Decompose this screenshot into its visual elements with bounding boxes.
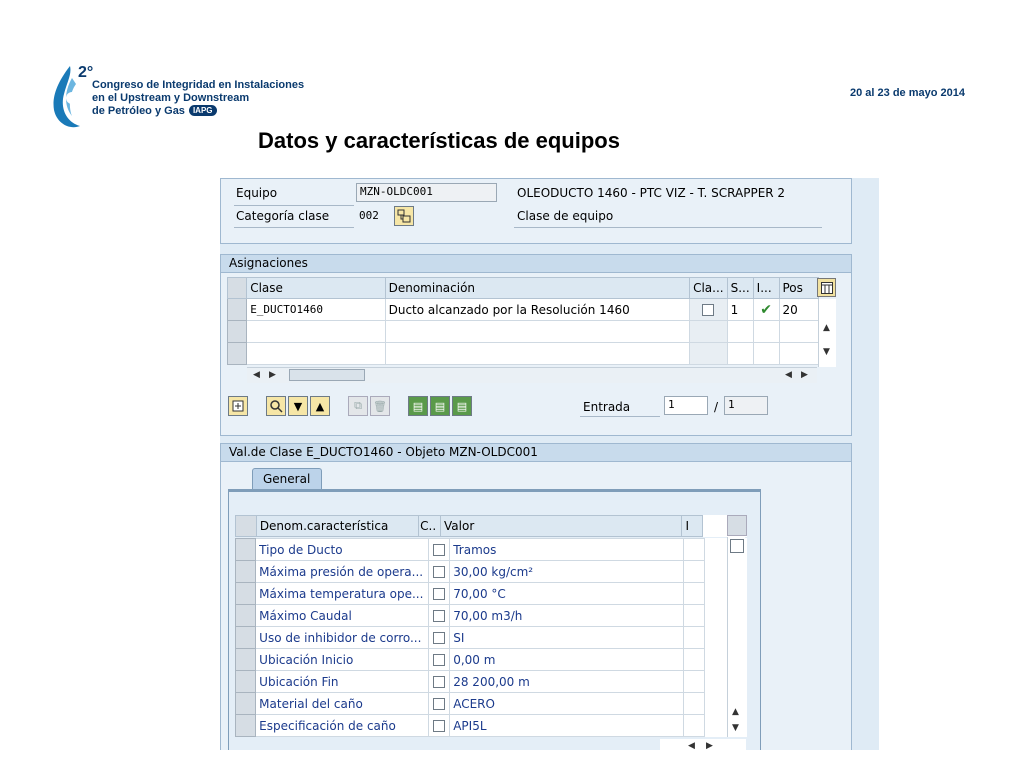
checkbox[interactable] bbox=[433, 698, 445, 710]
col-s[interactable]: S... bbox=[727, 278, 753, 299]
table-row[interactable] bbox=[236, 605, 747, 627]
trash-icon: 🗑 bbox=[373, 399, 387, 413]
characteristic-name: Ubicación Fin bbox=[256, 671, 429, 693]
checkbox[interactable] bbox=[433, 654, 445, 666]
hierarchy-icon bbox=[397, 209, 411, 223]
cell-denominacion: Ducto alcanzado por la Resolución 1460 bbox=[385, 299, 690, 321]
categoria-label: Categoría clase bbox=[236, 209, 330, 223]
delete-button[interactable] bbox=[370, 396, 390, 416]
row-selector[interactable] bbox=[236, 671, 256, 693]
entrada-field[interactable]: 1 bbox=[664, 396, 708, 415]
equipo-field[interactable]: MZN-OLDC001 bbox=[356, 183, 497, 202]
row-selector[interactable] bbox=[236, 627, 256, 649]
logo-line-2: en el Upstream y Downstream bbox=[92, 92, 250, 104]
characteristic-name: Máxima temperatura ope... bbox=[256, 583, 429, 605]
scroll-thumb[interactable] bbox=[289, 369, 365, 381]
characteristic-value[interactable]: SI bbox=[450, 627, 684, 649]
categoria-value: 002 bbox=[359, 209, 379, 222]
entrada-total: 1 bbox=[724, 396, 768, 415]
detail-button-1[interactable] bbox=[408, 396, 428, 416]
characteristic-name: Uso de inhibidor de corro... bbox=[256, 627, 429, 649]
characteristics-hscroll[interactable] bbox=[660, 739, 746, 750]
checkbox[interactable] bbox=[433, 544, 445, 556]
asignaciones-hscroll[interactable] bbox=[247, 367, 817, 383]
asignaciones-title: Asignaciones bbox=[221, 255, 851, 273]
iapg-badge: IAPG bbox=[189, 105, 217, 116]
search-button[interactable] bbox=[266, 396, 286, 416]
checkbox[interactable] bbox=[702, 304, 714, 316]
characteristic-value[interactable]: 70,00 °C bbox=[450, 583, 684, 605]
characteristics-rows bbox=[235, 538, 747, 737]
col-cla[interactable]: Cla... bbox=[690, 278, 728, 299]
scroll-right-icon[interactable]: ▶ bbox=[801, 370, 808, 380]
cell-pos: 20 bbox=[779, 299, 819, 321]
checkbox[interactable] bbox=[433, 720, 445, 732]
entrada-label: Entrada bbox=[583, 400, 631, 414]
triangle-up-icon: ▲ bbox=[315, 399, 325, 413]
characteristics-vscroll[interactable] bbox=[727, 537, 745, 737]
characteristic-name: Especificación de caño bbox=[256, 715, 429, 737]
col-denom-caracteristica[interactable]: Denom.característica bbox=[256, 516, 418, 537]
table-row[interactable] bbox=[236, 539, 747, 561]
table-row bbox=[228, 343, 819, 365]
col-i[interactable]: I bbox=[682, 516, 703, 537]
row-selector[interactable] bbox=[236, 583, 256, 605]
table-row[interactable] bbox=[228, 299, 819, 321]
entrada-separator: / bbox=[714, 400, 719, 414]
class-hierarchy-button[interactable] bbox=[394, 206, 414, 226]
characteristic-value[interactable]: 30,00 kg/cm² bbox=[450, 561, 684, 583]
equipo-description: OLEODUCTO 1460 - PTC VIZ - T. SCRAPPER 2 bbox=[517, 186, 786, 200]
table-settings-button[interactable] bbox=[817, 278, 836, 297]
col-clase[interactable]: Clase bbox=[247, 278, 385, 299]
scroll-left-icon[interactable]: ◀ bbox=[253, 370, 260, 380]
logo-text bbox=[92, 79, 304, 118]
checkbox[interactable] bbox=[433, 632, 445, 644]
characteristic-name: Tipo de Ducto bbox=[256, 539, 429, 561]
scroll-right-icon[interactable]: ▶ bbox=[706, 741, 713, 750]
logo-line-3: de Petróleo y Gas IAPG bbox=[92, 105, 304, 118]
characteristic-value[interactable]: Tramos bbox=[450, 539, 684, 561]
categoria-description: Clase de equipo bbox=[517, 209, 614, 223]
checkmark-icon: ✔ bbox=[760, 301, 772, 318]
magnifier-icon bbox=[269, 399, 283, 413]
characteristic-name: Ubicación Inicio bbox=[256, 649, 429, 671]
logo-number: 2° bbox=[78, 64, 94, 81]
insert-row-button[interactable] bbox=[228, 396, 248, 416]
event-date: 20 al 23 de mayo 2014 bbox=[850, 87, 965, 99]
col-valor[interactable]: Valor bbox=[441, 516, 682, 537]
col-denominacion[interactable]: Denominación bbox=[385, 278, 690, 299]
row-selector[interactable] bbox=[236, 561, 256, 583]
triangle-down-icon: ▼ bbox=[293, 399, 303, 413]
characteristic-name: Máximo Caudal bbox=[256, 605, 429, 627]
cell-s: 1 bbox=[727, 299, 753, 321]
checkbox[interactable] bbox=[433, 676, 445, 688]
col-c[interactable]: C.. bbox=[419, 516, 441, 537]
table-row bbox=[228, 321, 819, 343]
table-row[interactable] bbox=[236, 561, 747, 583]
table-row[interactable] bbox=[236, 583, 747, 605]
scroll-down-icon[interactable]: ▼ bbox=[823, 347, 830, 357]
row-selector[interactable] bbox=[228, 343, 247, 365]
checkbox[interactable] bbox=[433, 610, 445, 622]
document-icon: ▤ bbox=[434, 399, 446, 413]
characteristics-table bbox=[235, 515, 747, 537]
row-selector[interactable] bbox=[228, 321, 247, 343]
checkbox[interactable] bbox=[730, 539, 744, 553]
document-icon: ▤ bbox=[412, 399, 424, 413]
detail-button-3[interactable] bbox=[452, 396, 472, 416]
row-selector[interactable] bbox=[236, 539, 256, 561]
characteristic-value[interactable]: 0,00 m bbox=[450, 649, 684, 671]
asignaciones-table bbox=[227, 277, 819, 365]
characteristic-value[interactable]: 70,00 m3/h bbox=[450, 605, 684, 627]
valclase-title: Val.de Clase E_DUCTO1460 - Objeto MZN-OLDC001 bbox=[221, 444, 851, 462]
characteristic-name: Máxima presión de opera... bbox=[256, 561, 429, 583]
checkbox[interactable] bbox=[433, 588, 445, 600]
checkbox[interactable] bbox=[433, 566, 445, 578]
column-button[interactable] bbox=[727, 515, 747, 536]
copy-button[interactable] bbox=[348, 396, 368, 416]
move-down-button[interactable] bbox=[288, 396, 308, 416]
sap-screen bbox=[220, 178, 879, 750]
tab-general[interactable]: General bbox=[252, 468, 322, 490]
detail-button-2[interactable] bbox=[430, 396, 450, 416]
row-selector[interactable] bbox=[236, 715, 256, 737]
scroll-up-icon[interactable]: ▲ bbox=[823, 323, 830, 333]
scroll-left-icon[interactable]: ◀ bbox=[785, 370, 792, 380]
insert-icon bbox=[232, 400, 244, 412]
scroll-right-icon[interactable]: ▶ bbox=[269, 370, 276, 380]
table-row[interactable] bbox=[236, 649, 747, 671]
move-up-button[interactable] bbox=[310, 396, 330, 416]
equipo-label: Equipo bbox=[236, 186, 278, 200]
asignaciones-vscroll[interactable] bbox=[818, 299, 836, 367]
row-selector[interactable] bbox=[228, 299, 247, 321]
table-settings-icon bbox=[821, 282, 833, 294]
col-i[interactable]: I... bbox=[753, 278, 779, 299]
row-selector[interactable] bbox=[236, 693, 256, 715]
cell-clase[interactable]: E_DUCTO1460 bbox=[247, 299, 385, 321]
scroll-left-icon[interactable]: ◀ bbox=[688, 741, 695, 750]
table-row[interactable] bbox=[236, 671, 747, 693]
row-selector[interactable] bbox=[236, 649, 256, 671]
table-row[interactable] bbox=[236, 693, 747, 715]
page-title: Datos y características de equipos bbox=[258, 128, 620, 153]
characteristic-value[interactable]: 28 200,00 m bbox=[450, 671, 684, 693]
logo-line-1: Congreso de Integridad en Instalaciones bbox=[92, 79, 305, 91]
table-row[interactable] bbox=[236, 627, 747, 649]
scroll-up-icon[interactable]: ▲ bbox=[732, 707, 739, 717]
scroll-down-icon[interactable]: ▼ bbox=[732, 723, 739, 733]
copy-icon: ⧉ bbox=[354, 399, 362, 412]
characteristic-name: Material del caño bbox=[256, 693, 429, 715]
table-row[interactable] bbox=[236, 715, 747, 737]
row-selector[interactable] bbox=[236, 605, 256, 627]
document-icon: ▤ bbox=[456, 399, 468, 413]
col-pos[interactable]: Pos bbox=[779, 278, 819, 299]
characteristic-value[interactable]: ACERO bbox=[450, 693, 684, 715]
characteristic-value[interactable]: API5L bbox=[450, 715, 684, 737]
